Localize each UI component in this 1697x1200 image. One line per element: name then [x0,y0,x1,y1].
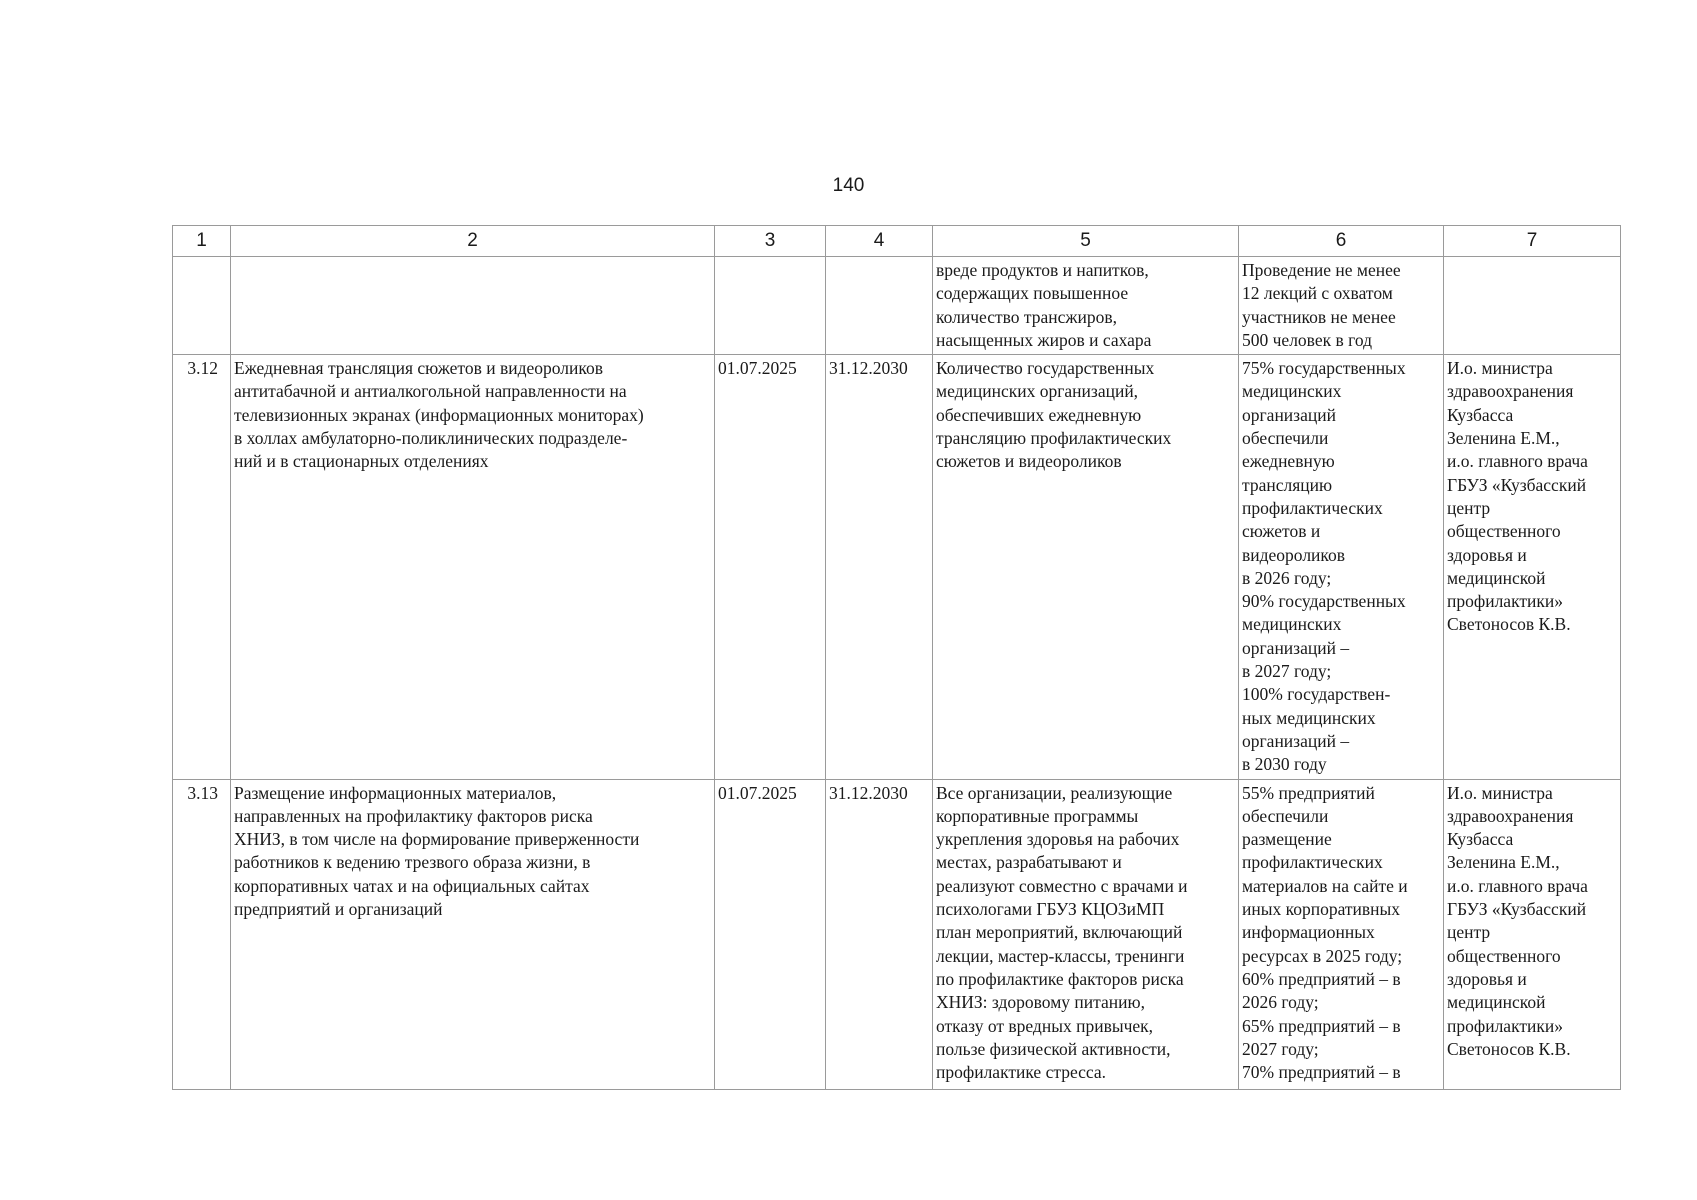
cell-number: 3.12 [173,355,231,779]
cell-activity: Размещение информационных материалов, направленных на профилактику факторов риска ХНИЗ, в том числе на формирование приверженности работников к ведению трезвого образа жизни, в корпоративных чатах и на официальных сайтах предприятий и организаций [231,779,715,1089]
cell-responsible: И.о. министра здравоохранения Кузбасса Зеленина Е.М., и.о. главного врача ГБУЗ «Кузбасский центр общественного здоровья и медицинской профилактики» Светоносов К.В. [1444,779,1621,1089]
cell-start-date [715,257,826,355]
header-cell-1: 1 [173,226,231,257]
cell-start-date: 01.07.2025 [715,779,826,1089]
cell-result: Количество государственных медицинских организаций, обеспечивших ежедневную трансляцию профилактических сюжетов и видеороликов [933,355,1239,779]
cell-end-date [826,257,933,355]
cell-result: Все организации, реализующие корпоративные программы укрепления здоровья на рабочих местах, разрабатывают и реализуют совместно с врачами и психологами ГБУЗ КЦОЗиМП план мероприятий, включающий лекции, мастер-классы, тренинги по профилактике факторов риска ХНИЗ: здоровому питанию, отказу от вредных привычек, пользе физической активности, профилактике стресса. [933,779,1239,1089]
cell-indicator: 55% предприятий обеспечили размещение профилактических материалов на сайте и иных корпоративных информационных ресурсах в 2025 году; 60% предприятий – в 2026 году; 65% предприятий – в 2027 году; 70% предприятий – в [1239,779,1444,1089]
cell-activity [231,257,715,355]
cell-indicator: Проведение не менее 12 лекций с охватом участников не менее 500 человек в год [1239,257,1444,355]
header-cell-2: 2 [231,226,715,257]
table-header-row [173,226,1621,257]
table-row-continuation [173,257,1621,355]
cell-start-date: 01.07.2025 [715,355,826,779]
header-cell-4: 4 [826,226,933,257]
cell-activity: Ежедневная трансляция сюжетов и видеороликов антитабачной и антиалкогольной направленности на телевизионных экранах (информационных мониторах) в холлах амбулаторно-поликлинических подразделе- ний и в стационарных отделениях [231,355,715,779]
page-number: 140 [832,175,865,196]
cell-result: вреде продуктов и напитков, содержащих повышенное количество трансжиров, насыщенных жиров и сахара [933,257,1239,355]
activity-plan-table [172,225,1621,1090]
header-cell-7: 7 [1444,226,1621,257]
cell-number [173,257,231,355]
cell-end-date: 31.12.2030 [826,355,933,779]
cell-end-date: 31.12.2030 [826,779,933,1089]
table-row [173,355,1621,779]
cell-number: 3.13 [173,779,231,1089]
header-cell-5: 5 [933,226,1239,257]
cell-indicator: 75% государственных медицинских организаций обеспечили ежедневную трансляцию профилактических сюжетов и видеороликов в 2026 году; 90% государственных медицинских организаций – в 2027 году; 100% государствен- ных медицинских организаций – в 2030 году [1239,355,1444,779]
table-row [173,779,1621,1089]
cell-responsible: И.о. министра здравоохранения Кузбасса Зеленина Е.М., и.о. главного врача ГБУЗ «Кузбасский центр общественного здоровья и медицинской профилактики» Светоносов К.В. [1444,355,1621,779]
header-cell-6: 6 [1239,226,1444,257]
header-cell-3: 3 [715,226,826,257]
cell-responsible [1444,257,1621,355]
